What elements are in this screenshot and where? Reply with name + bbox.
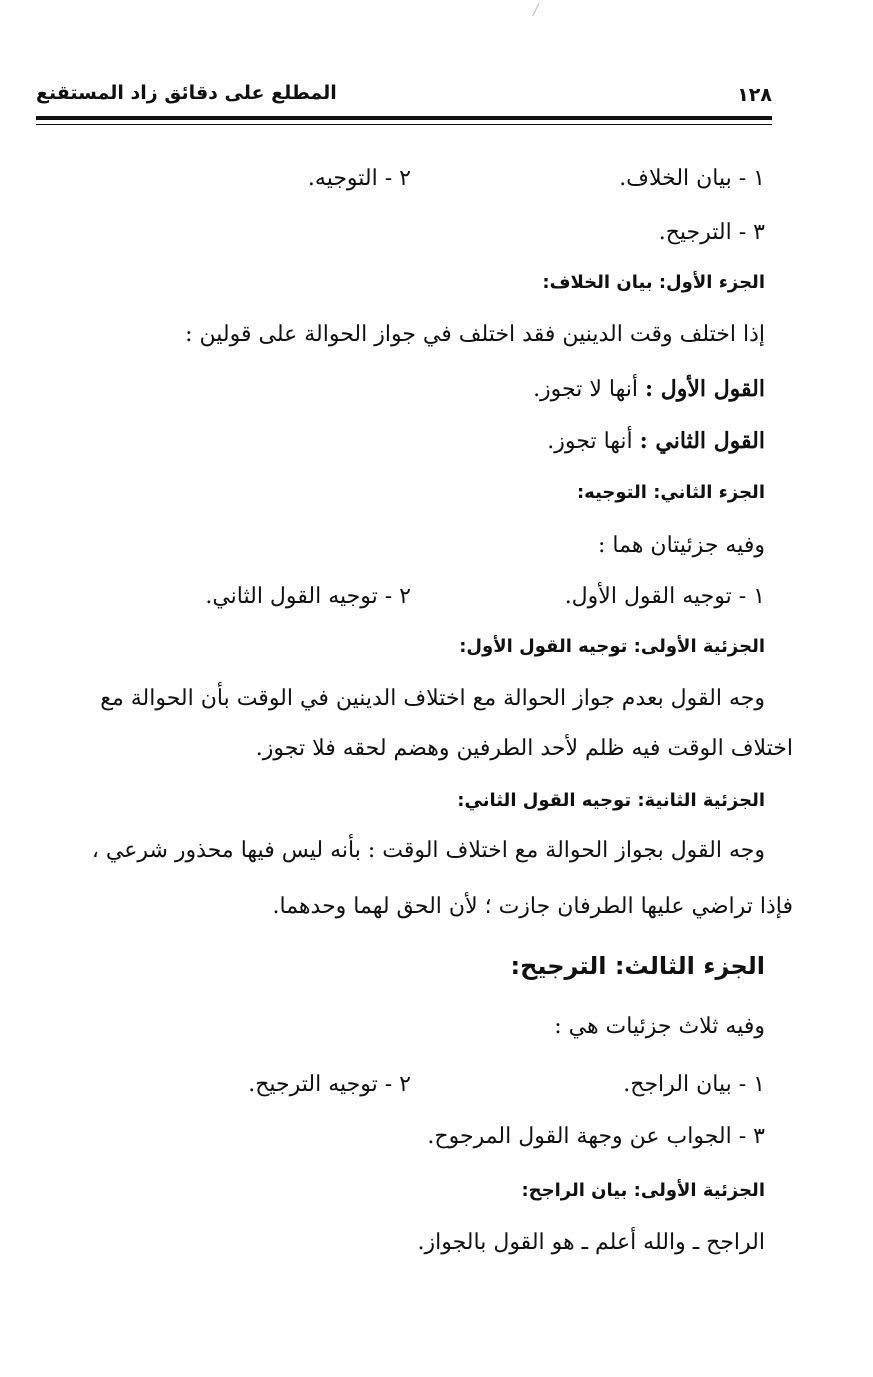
section-heading: الجزء الثالث: الترجيح: — [510, 952, 765, 980]
opinion-text: أنها تجوز. — [547, 429, 640, 454]
list-item: ١ - بيان الخلاف. — [619, 166, 765, 191]
opinion-line — [40, 376, 765, 403]
subsection-heading: الجزئية الأولى: بيان الراجح: — [521, 1180, 765, 1201]
subsection-heading: الجزئية الأولى: توجيه القول الأول: — [459, 636, 765, 657]
list-item: ٣ - الجواب عن وجهة القول المرجوح. — [427, 1124, 765, 1149]
paragraph-line: فإذا تراضي عليها الطرفان جازت ؛ لأن الحق لهما وحدهما. — [272, 894, 793, 919]
list-item: ١ - توجيه القول الأول. — [564, 584, 765, 609]
scan-mark — [532, 3, 544, 19]
paragraph-line: وفيه ثلاث جزئيات هي : — [554, 1014, 765, 1039]
list-item: ٢ - توجيه الترجيح. — [248, 1072, 411, 1097]
paragraph-line: وجه القول بعدم جواز الحوالة مع اختلاف الدينين في الوقت بأن الحوالة مع — [100, 686, 765, 711]
header-rule-thin — [36, 124, 772, 125]
paragraph-line: اختلاف الوقت فيه ظلم لأحد الطرفين وهضم لحقه فلا تجوز. — [255, 736, 793, 761]
paragraph-line: الراجح ـ والله أعلم ـ هو القول بالجواز. — [417, 1230, 765, 1255]
list-item: ٢ - توجيه القول الثاني. — [205, 584, 411, 609]
page-number: ١٢٨ — [737, 84, 772, 106]
opinion-text: أنها لا تجوز. — [533, 377, 645, 402]
subsection-heading: الجزئية الثانية: توجيه القول الثاني: — [457, 790, 765, 811]
paragraph-line: وفيه جزئيتان هما : — [598, 533, 765, 558]
book-title: المطلع على دقائق زاد المستقنع — [36, 82, 337, 104]
paragraph-line: إذا اختلف وقت الدينين فقد اختلف في جواز الحوالة على قولين : — [185, 322, 765, 347]
list-item: ١ - بيان الراجح. — [623, 1072, 765, 1097]
running-header — [36, 82, 772, 112]
opinion-line — [40, 428, 765, 455]
opinion-label: القول الثاني : — [639, 428, 765, 454]
opinion-label: القول الأول : — [644, 376, 765, 402]
section-heading: الجزء الأول: بيان الخلاف: — [542, 272, 765, 293]
header-rule-thick — [36, 116, 772, 120]
list-item: ٣ - الترجيح. — [658, 220, 765, 245]
paragraph-line: وجه القول بجواز الحوالة مع اختلاف الوقت : بأنه ليس فيها محذور شرعي ، — [91, 838, 765, 863]
section-heading: الجزء الثاني: التوجيه: — [576, 482, 765, 503]
list-item: ٢ - التوجيه. — [307, 166, 411, 191]
